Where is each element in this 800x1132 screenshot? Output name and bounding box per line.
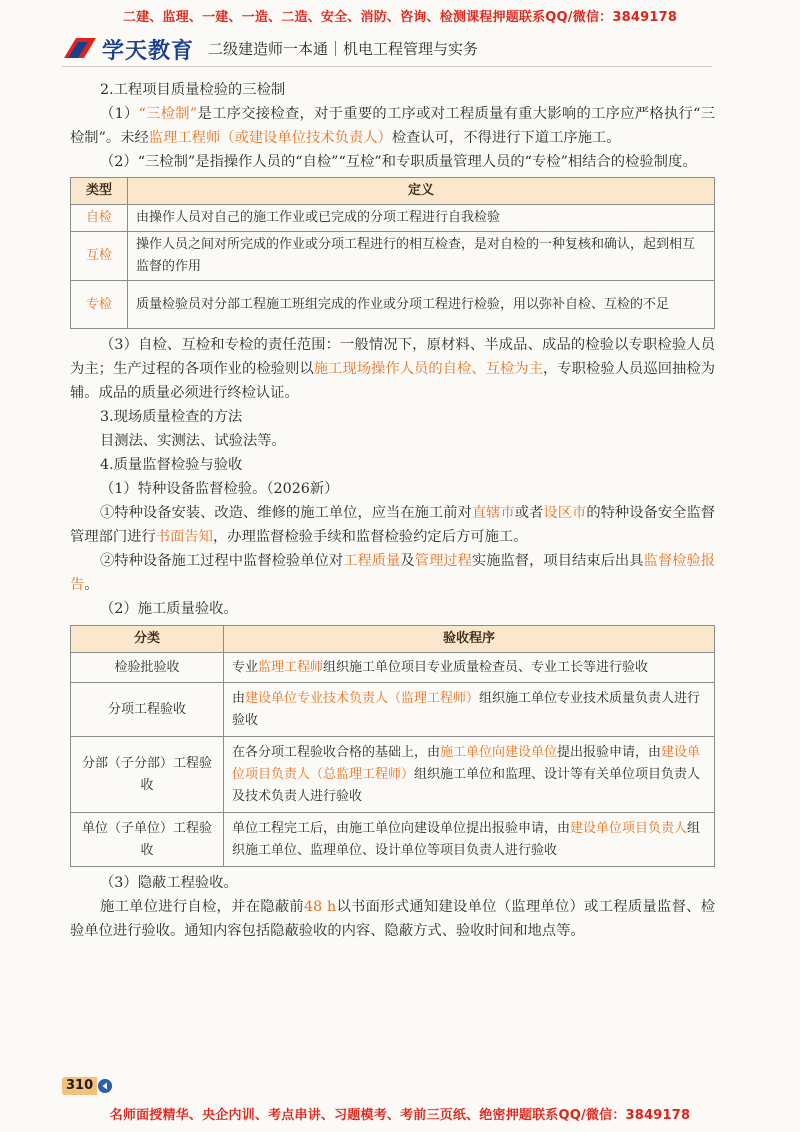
- brand-logo-text: 学天教育: [102, 39, 195, 64]
- procedure-cell: 在各分项工程验收合格的基础上，由施工单位向建设单位提出报验申请，由建设单位项目负责人（总监理工程师）组织施工单位和监理、设计等有关单位项目负责人及技术负责人进行验收: [224, 737, 715, 813]
- top-promo-banner: 二建、监理、一建、一造、二造、安全、消防、咨询、检测课程押题联系QQ/微信：3849178: [122, 10, 678, 25]
- type-cell: 专检: [71, 281, 128, 329]
- section-heading-three-check: 2.工程项目质量检验的三检制: [100, 82, 286, 98]
- paragraph-three-check-3: （3）自检、互检和专检的责任范围：一般情况下，原材料、半成品、成品的检验以专职检验人员为主；生产过程的各项作业的检验则以施工现场操作人员的自检、互检为主，专职检验人员巡回抽检为辅。成品的质量必须进行终检认证。: [70, 337, 716, 401]
- category-cell: 分项工程验收: [71, 683, 224, 737]
- page-number-badge: [62, 1077, 132, 1095]
- inspection-methods-text: 目测法、实测法、试验法等。: [100, 433, 286, 449]
- book-title: 二级建造师一本通｜机电工程管理与实务: [208, 40, 479, 58]
- category-cell: 分部（子分部）工程验收: [71, 737, 224, 813]
- procedure-cell: 单位工程完工后，由施工单位向建设单位提出报验申请，由建设单位项目负责人组织施工单位、监理单位、设计单位等项目负责人进行验收: [224, 813, 715, 867]
- table-row: [71, 205, 715, 232]
- definition-cell: 质量检验员对分部工程施工班组完成的作业或分项工程进行检验，用以弥补自检、互检的不足: [128, 281, 715, 329]
- table-row: [71, 813, 715, 867]
- table-header-row: [71, 626, 715, 653]
- subheading-concealed-works: （3）隐蔽工程验收。: [100, 875, 238, 891]
- acceptance-table: [70, 625, 715, 867]
- inspection-type-table: [70, 177, 715, 329]
- table-row: [71, 232, 715, 281]
- definition-cell: 操作人员之间对所完成的作业或分项工程进行的相互检查，是对自检的一种复核和确认，起到相互监督的作用: [128, 232, 715, 281]
- left-arrow-icon: [98, 1079, 112, 1093]
- table-row: [71, 653, 715, 683]
- paragraph-three-check-1: （1）“三检制”是工序交接检查，对于重要的工序或对工程质量有重大影响的工序应严格执行“三检制”。未经监理工程师（或建设单位技术负责人）检查认可，不得进行下道工序施工。: [70, 106, 715, 146]
- table-header-cell: 定义: [128, 178, 715, 205]
- procedure-cell: 由建设单位专业技术负责人（监理工程师）组织施工单位专业技术质量负责人进行验收: [224, 683, 715, 737]
- table-row: [71, 683, 715, 737]
- section-heading-inspection-methods: 3.现场质量检查的方法: [100, 409, 243, 425]
- header-divider: [62, 66, 712, 67]
- table-header-cell: 验收程序: [224, 626, 715, 653]
- paragraph-concealed-works: 施工单位进行自检，并在隐蔽前48 h以书面形式通知建设单位（监理单位）或工程质量监督、检验单位进行验收。通知内容包括隐蔽验收的内容、隐蔽方式、验收时间和地点等。: [70, 899, 716, 939]
- table-header-cell: 分类: [71, 626, 224, 653]
- page-header: [62, 34, 752, 64]
- table-row: [71, 737, 715, 813]
- bottom-promo-banner: 名师面授精华、央企内训、考点串讲、习题模考、考前三页纸、绝密押题联系QQ/微信：3849178: [109, 1108, 691, 1123]
- table-header-cell: 类型: [71, 178, 128, 205]
- subheading-special-equipment: （1）特种设备监督检验。（2026新）: [100, 481, 339, 497]
- paragraph-three-check-2: （2）“三检制”是指操作人员的“自检”“互检”和专职质量管理人员的“专检”相结合的检验制度。: [100, 154, 697, 170]
- table-header-row: [71, 178, 715, 205]
- category-cell: 检验批验收: [71, 653, 224, 683]
- logo-icon: [62, 36, 98, 60]
- page-number: 310: [62, 1077, 97, 1095]
- type-cell: 互检: [71, 232, 128, 281]
- procedure-cell: 专业监理工程师组织施工单位项目专业质量检查员、专业工长等进行验收: [224, 653, 715, 683]
- paragraph-special-equipment-1: ①特种设备安装、改造、维修的施工单位，应当在施工前对直辖市或者设区市的特种设备安全监督管理部门进行书面告知，办理监督检验手续和监督检验约定后方可施工。: [70, 505, 716, 545]
- section-heading-supervision: 4.质量监督检验与验收: [100, 457, 243, 473]
- page-content: [70, 78, 715, 943]
- table-row: [71, 281, 715, 329]
- definition-cell: 由操作人员对自己的施工作业或已完成的分项工程进行自我检验: [128, 205, 715, 232]
- category-cell: 单位（子单位）工程验收: [71, 813, 224, 867]
- subheading-acceptance: （2）施工质量验收。: [100, 601, 238, 617]
- type-cell: 自检: [71, 205, 128, 232]
- paragraph-special-equipment-2: ②特种设备施工过程中监督检验单位对工程质量及管理过程实施监督，项目结束后出具监督检验报告。: [70, 553, 716, 593]
